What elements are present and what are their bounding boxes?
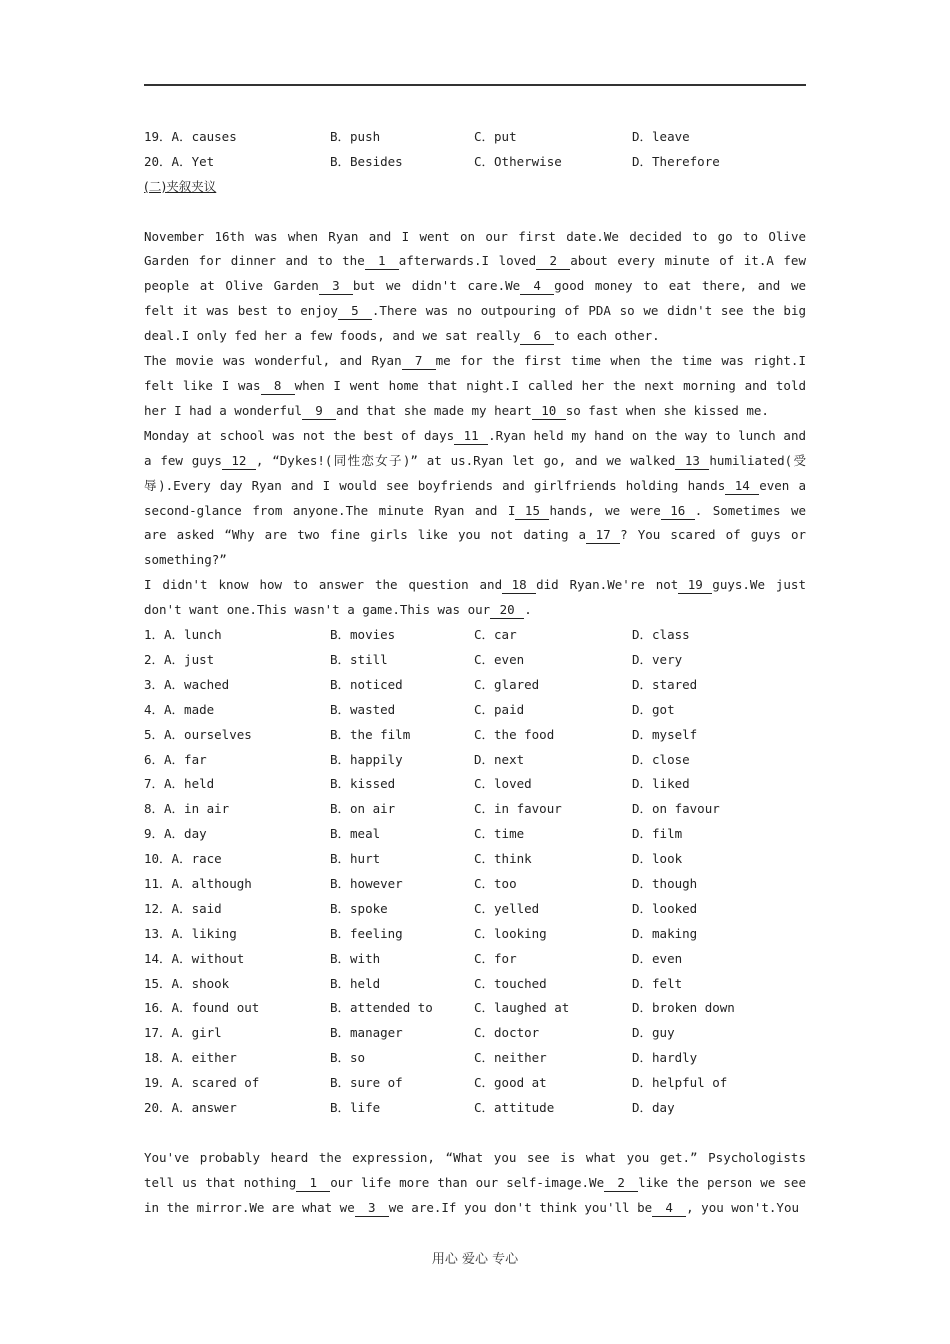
option-c: C．touched xyxy=(474,975,547,991)
option-d: D．Therefore xyxy=(632,153,720,169)
option-b: B．manager xyxy=(330,1025,403,1041)
option-row xyxy=(144,922,806,947)
option-a: 18．A．either xyxy=(144,1050,237,1066)
option-b: B．so xyxy=(330,1050,366,1066)
option-row xyxy=(144,822,806,847)
option-d: D．making xyxy=(632,925,698,941)
option-row xyxy=(144,748,806,773)
option-c: C．loved xyxy=(474,776,532,792)
blank-15: 15 xyxy=(515,503,549,520)
option-b: B．held xyxy=(330,975,381,991)
passage1-paragraph-3: Monday at school was not the best of days 11 .Ryan held my hand on the way to lunch and a few guys 12 , “Dykes!(同性恋女子)” at us.Ryan let go, and we walked 13 humiliated(受辱).Every day Ryan and I would see boyfriends and girlfriends holding hands 14 even a second-glance from anyone.The minute Ryan and I 15 hands, we were 16 . Sometimes we are asked “Why are two fine girls like you not dating a 17 ? You scared of guys or something?” xyxy=(144,427,807,568)
blank-3: 3 xyxy=(355,1200,389,1217)
option-a: 6．A．far xyxy=(144,751,207,767)
option-row xyxy=(144,847,806,872)
blank-12: 12 xyxy=(222,453,256,470)
option-b: B．spoke xyxy=(330,900,388,916)
option-d: D．felt xyxy=(632,975,683,991)
option-row xyxy=(144,972,806,997)
option-b: B．movies xyxy=(330,627,396,643)
option-b: B．sure of xyxy=(330,1075,403,1091)
option-c: C．too xyxy=(474,875,517,891)
blank-9: 9 xyxy=(302,403,336,420)
passage2-paragraph: You've probably heard the expression, “What you see is what you get.” Psychologists tell us that nothing 1 our life more than our self-image.We 2 like the person we see in the mirror.We are what we 3 we are.If you don't think you'll be 4 , you won't.You xyxy=(144,1149,806,1215)
option-c: C．in favour xyxy=(474,801,562,817)
section-heading: (二)夹叙夹议 xyxy=(144,178,217,194)
option-a: 8．A．in air xyxy=(144,801,230,817)
option-b: B．kissed xyxy=(330,776,396,792)
option-c: C．doctor xyxy=(474,1025,540,1041)
option-d: D．even xyxy=(632,950,683,966)
blank-14: 14 xyxy=(725,478,759,495)
option-c: C．looking xyxy=(474,925,547,941)
option-b: B．the film xyxy=(330,726,411,742)
blank-11: 11 xyxy=(454,428,488,445)
option-a: 3．A．wached xyxy=(144,676,230,692)
option-a: 12．A．said xyxy=(144,900,222,916)
option-a: 20．A．Yet xyxy=(144,153,215,169)
option-c: C．Otherwise xyxy=(474,153,562,169)
option-row xyxy=(144,125,806,150)
option-a: 14．A．without xyxy=(144,950,245,966)
option-b: B．Besides xyxy=(330,153,403,169)
option-d: D．day xyxy=(632,1099,675,1115)
option-a: 7．A．held xyxy=(144,776,215,792)
option-d: D．liked xyxy=(632,776,690,792)
option-a: 16．A．found out xyxy=(144,1000,260,1016)
option-row xyxy=(144,772,806,797)
option-c: C．think xyxy=(474,851,532,867)
blank-1: 1 xyxy=(296,1175,330,1192)
blank-16: 16 xyxy=(661,503,695,520)
blank-8: 8 xyxy=(261,378,295,395)
blank-3: 3 xyxy=(319,278,353,295)
blank-4: 4 xyxy=(652,1200,686,1217)
option-row xyxy=(144,1096,806,1121)
option-d: D．hardly xyxy=(632,1050,698,1066)
option-a: 20．A．answer xyxy=(144,1099,237,1115)
option-d: D．guy xyxy=(632,1025,675,1041)
option-d: D．broken down xyxy=(632,1000,735,1016)
option-b: B．feeling xyxy=(330,925,403,941)
option-b: B．hurt xyxy=(330,851,381,867)
option-c: C．the food xyxy=(474,726,555,742)
passage1-paragraph-2: The movie was wonderful, and Ryan 7 me for the first time when the time was right.I felt like I was 8 when I went home that night.I called her the next morning and told her I had a wonderful 9 and that she made my heart 10 so fast when she kissed me. xyxy=(144,353,806,418)
option-c: C．car xyxy=(474,627,517,643)
options-list xyxy=(144,623,806,1121)
passage1-paragraph-1: November 16th was when Ryan and I went on our first date.We decided to go to Olive Garden for dinner and to the 1 afterwards.I loved 2 about every minute of it.A few people at Olive Garden 3 but we didn't care.We 4 good money to eat there, and we felt it was best to enjoy 5 .There was no outpouring of PDA so we didn't see the big deal.I only fed her a few foods, and we sat really 6 to each other. xyxy=(144,228,806,344)
option-d: D．though xyxy=(632,875,698,891)
blank-13: 13 xyxy=(675,453,709,470)
blank-5: 5 xyxy=(338,303,372,320)
option-c: C．laughed at xyxy=(474,1000,570,1016)
option-c: C．paid xyxy=(474,701,525,717)
option-a: 15．A．shook xyxy=(144,975,230,991)
option-b: B．noticed xyxy=(330,676,403,692)
option-d: D．myself xyxy=(632,726,698,742)
header-rule xyxy=(144,84,806,86)
option-row xyxy=(144,1021,806,1046)
blank-18: 18 xyxy=(502,577,536,594)
option-a: 13．A．liking xyxy=(144,925,237,941)
option-b: B．on air xyxy=(330,801,396,817)
option-d: D．film xyxy=(632,826,683,842)
option-c: C．good at xyxy=(474,1075,547,1091)
blank-2: 2 xyxy=(536,253,570,270)
blank-20: 20 xyxy=(490,602,524,619)
option-c: C．even xyxy=(474,651,525,667)
option-c: C．neither xyxy=(474,1050,547,1066)
option-d: D．very xyxy=(632,651,683,667)
option-b: B．push xyxy=(330,129,381,144)
blank-17: 17 xyxy=(586,527,620,544)
option-c: C．attitude xyxy=(474,1099,555,1115)
section-heading-row xyxy=(144,175,806,200)
option-a: 4．A．made xyxy=(144,701,215,717)
option-d: D．helpful of xyxy=(632,1075,728,1091)
option-c: C．yelled xyxy=(474,900,540,916)
option-d: D．close xyxy=(632,751,690,767)
blank-2: 2 xyxy=(604,1175,638,1192)
option-a: 17．A．girl xyxy=(144,1025,222,1041)
option-b: B．happily xyxy=(330,751,403,767)
option-b: B．life xyxy=(330,1099,381,1115)
option-row xyxy=(144,673,806,698)
passage1-paragraph-4: I didn't know how to answer the question and 18 did Ryan.We're not 19 guys.We just don't want one.This wasn't a game.This was our 20 . xyxy=(144,577,806,618)
option-b: B．with xyxy=(330,950,381,966)
option-a: 19．A．scared of xyxy=(144,1075,260,1091)
option-a: 11．A．although xyxy=(144,875,252,891)
option-b: B．however xyxy=(330,875,403,891)
option-row xyxy=(144,996,806,1021)
option-row xyxy=(144,797,806,822)
option-a: 1．A．lunch xyxy=(144,627,222,643)
blank-4: 4 xyxy=(520,278,554,295)
option-a: 9．A．day xyxy=(144,826,207,842)
option-d: D．leave xyxy=(632,129,690,144)
option-d: D．stared xyxy=(632,676,698,692)
option-c: C．for xyxy=(474,950,517,966)
option-a: 2．A．just xyxy=(144,651,215,667)
option-d: D．on favour xyxy=(632,801,720,817)
option-row xyxy=(144,723,806,748)
option-d: D．got xyxy=(632,701,675,717)
option-row xyxy=(144,698,806,723)
option-c: C．glared xyxy=(474,676,540,692)
option-a: 19．A．causes xyxy=(144,129,237,144)
blank-1: 1 xyxy=(365,253,399,270)
blank-19: 19 xyxy=(678,577,712,594)
option-c: D．next xyxy=(474,751,525,767)
option-row xyxy=(144,947,806,972)
option-d: D．look xyxy=(632,851,683,867)
option-row xyxy=(144,897,806,922)
document-body xyxy=(144,125,806,1220)
option-row xyxy=(144,150,806,175)
option-row xyxy=(144,648,806,673)
option-d: D．looked xyxy=(632,900,698,916)
blank-6: 6 xyxy=(520,328,554,345)
page-footer: 用心 爱心 专心 xyxy=(431,1252,519,1267)
option-b: B．meal xyxy=(330,826,381,842)
option-a: 10．A．race xyxy=(144,851,222,867)
option-c: C．time xyxy=(474,826,525,842)
blank-7: 7 xyxy=(402,353,436,370)
option-row xyxy=(144,1071,806,1096)
option-row xyxy=(144,872,806,897)
option-a: 5．A．ourselves xyxy=(144,726,252,742)
option-b: B．wasted xyxy=(330,701,396,717)
option-b: B．attended to xyxy=(330,1000,433,1016)
option-d: D．class xyxy=(632,627,690,643)
option-row xyxy=(144,1046,806,1071)
blank-10: 10 xyxy=(532,403,566,420)
option-c: C．put xyxy=(474,129,517,144)
option-row xyxy=(144,623,806,648)
option-b: B．still xyxy=(330,651,388,667)
